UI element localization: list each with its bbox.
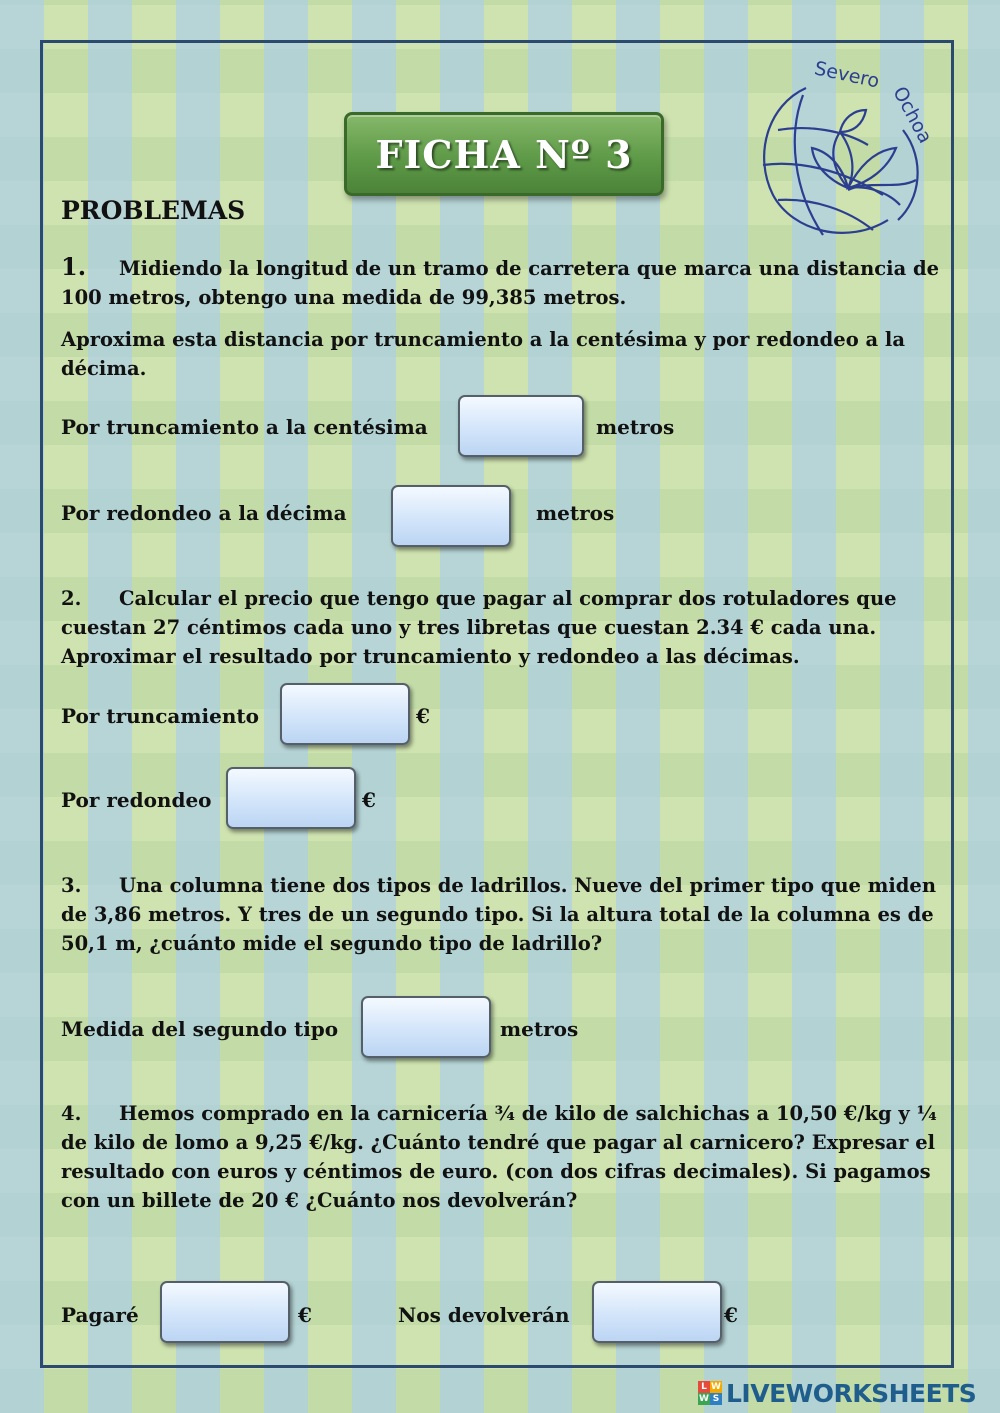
problem-3-number: 3. bbox=[61, 874, 82, 897]
problem-3-statement bbox=[61, 871, 941, 958]
problem-4-statement bbox=[61, 1099, 941, 1215]
problem-2-number: 2. bbox=[61, 587, 82, 610]
problem-2-statement bbox=[61, 584, 941, 671]
problem-4-number: 4. bbox=[61, 1102, 82, 1125]
label-truncation: Por truncamiento bbox=[61, 704, 259, 728]
title-banner bbox=[344, 112, 664, 196]
problem-1-number: 1. bbox=[61, 252, 87, 281]
liveworksheets-watermark bbox=[698, 1376, 976, 1410]
answer-input-p2-rounding[interactable] bbox=[226, 767, 356, 829]
problem-3-text: Una columna tiene dos tipos de ladrillos. Nueve del primer tipo que miden de 3,86 metros. Y tres de un segundo tipo. Si la altura total de la columna es de 50,1 m, ¿cuánto mide el segundo tipo de ladrillo? bbox=[61, 874, 937, 955]
unit-p1-rounding: metros bbox=[536, 501, 615, 525]
label-truncation-hundredth: Por truncamiento a la centésima bbox=[61, 415, 428, 439]
problem-1-instruction: Aproxima esta distancia por truncamiento a la centésima y por redondeo a la décima. bbox=[61, 328, 905, 380]
answer-input-p2-truncation[interactable] bbox=[280, 683, 410, 745]
section-heading: PROBLEMAS bbox=[61, 196, 246, 225]
logo-text-severo: Severo bbox=[812, 57, 882, 93]
problem-4-text: Hemos comprado en la carnicería ¾ de kilo de salchichas a 10,50 €/kg y ¼ de kilo de lomo a 9,25 €/kg. ¿Cuánto tendré que pagar al carnicero? Expresar el resultado con euros y céntimos de euro. (con dos cifras decimales). Si pagamos con un billete de 20 € ¿Cuánto nos devolverán? bbox=[61, 1102, 937, 1212]
answer-input-p4-pay[interactable] bbox=[160, 1281, 290, 1343]
answer-input-p4-change[interactable] bbox=[592, 1281, 722, 1343]
answer-input-p1-truncation[interactable] bbox=[458, 395, 584, 457]
watermark-text: LIVEWORKSHEETS bbox=[726, 1378, 977, 1408]
problem-1-statement bbox=[61, 252, 941, 312]
badge-letter-2: W bbox=[711, 1382, 721, 1392]
answer-input-p3[interactable] bbox=[361, 996, 491, 1058]
label-rounding: Por redondeo bbox=[61, 788, 212, 812]
label-second-brick: Medida del segundo tipo bbox=[61, 1017, 339, 1041]
label-change: Nos devolverán bbox=[398, 1303, 570, 1327]
problem-2-text: Calcular el precio que tengo que pagar al comprar dos rotuladores que cuestan 27 céntimos cada uno y tres libretas que cuestan 2.34 € cada una. Aproximar el resultado por truncamiento y redondeo a las décimas. bbox=[61, 587, 897, 668]
answer-input-p1-rounding[interactable] bbox=[391, 485, 511, 547]
label-rounding-tenth: Por redondeo a la décima bbox=[61, 501, 347, 525]
liveworksheets-logo-icon bbox=[698, 1381, 722, 1405]
label-pay: Pagaré bbox=[61, 1303, 139, 1327]
badge-letter-1: L bbox=[698, 1381, 710, 1393]
unit-p2-truncation: € bbox=[416, 704, 430, 728]
unit-p2-rounding: € bbox=[362, 788, 376, 812]
unit-p4-pay: € bbox=[298, 1303, 312, 1327]
logo-text-ochoa: Ochoa bbox=[888, 83, 937, 147]
problem-1-text: Midiendo la longitud de un tramo de carretera que marca una distancia de 100 metros, obtengo una medida de 99,385 metros. bbox=[61, 257, 940, 309]
badge-letter-3: W bbox=[699, 1394, 709, 1404]
unit-p3: metros bbox=[500, 1017, 579, 1041]
page-title: FICHA Nº 3 bbox=[375, 131, 633, 177]
badge-letter-4: S bbox=[710, 1393, 722, 1405]
unit-p1-truncation: metros bbox=[596, 415, 675, 439]
unit-p4-change: € bbox=[724, 1303, 738, 1327]
school-logo bbox=[748, 57, 938, 245]
